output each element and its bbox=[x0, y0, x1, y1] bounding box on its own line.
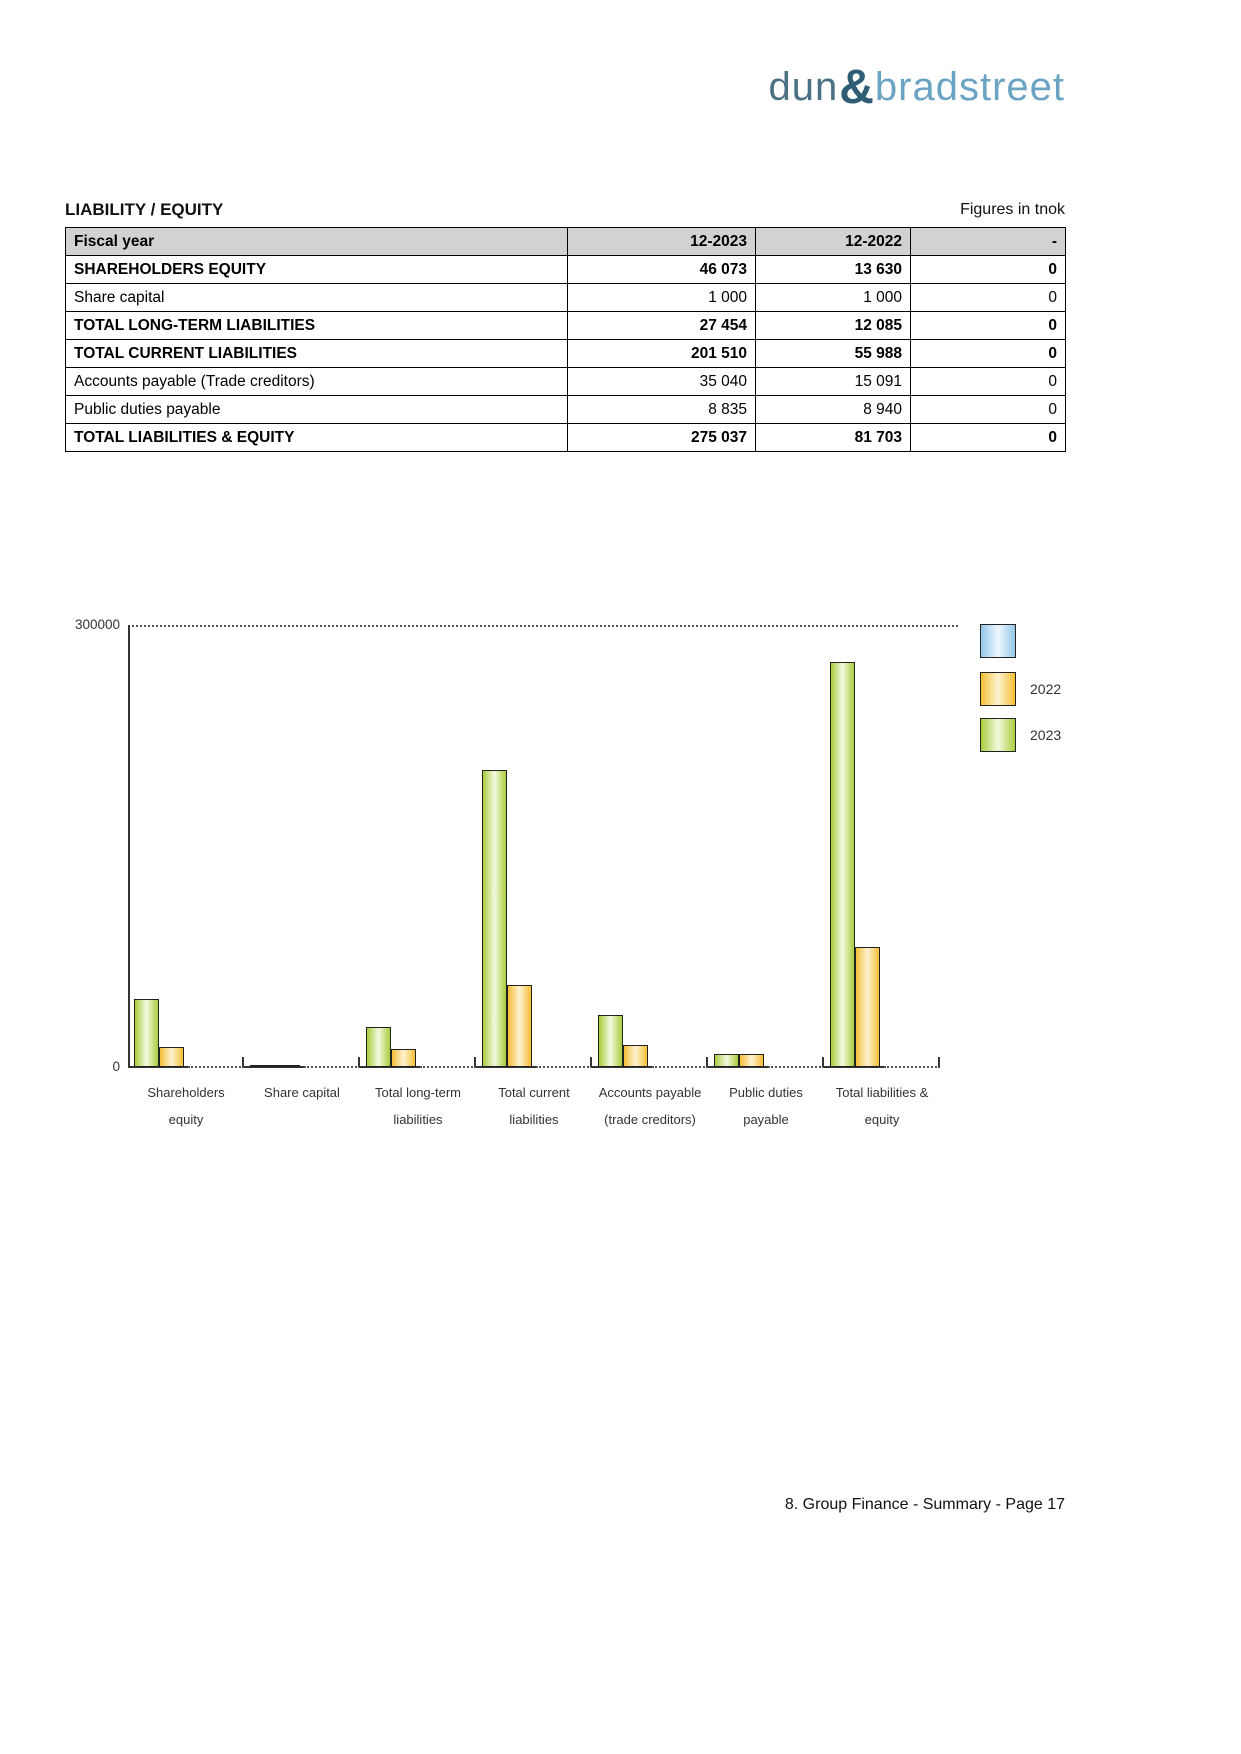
value-extra: 0 bbox=[911, 424, 1066, 452]
legend-item-2023 bbox=[980, 718, 1061, 752]
x-axis-category-label: Shareholders equity bbox=[147, 1085, 225, 1127]
value-2023: 27 454 bbox=[568, 312, 756, 340]
x-axis-category-label: Public duties payable bbox=[729, 1085, 803, 1127]
value-2022: 13 630 bbox=[756, 256, 911, 284]
value-2023: 275 037 bbox=[568, 424, 756, 452]
logo-text-dun: dun bbox=[768, 65, 839, 109]
liability-equity-bar-chart bbox=[65, 617, 1165, 1177]
x-axis-baseline-dotted bbox=[420, 1066, 476, 1068]
value-2022: 12 085 bbox=[756, 312, 911, 340]
table-row-total-current-liabilities bbox=[66, 340, 1066, 368]
x-axis-category-label: Accounts payable (trade creditors) bbox=[598, 1085, 702, 1127]
legend-label: 2022 bbox=[1030, 681, 1062, 697]
table-header-row bbox=[66, 228, 1066, 256]
row-label: Share capital bbox=[66, 284, 568, 312]
value-extra: 0 bbox=[911, 340, 1066, 368]
bar-2022 bbox=[739, 1054, 764, 1067]
table-row-share-capital bbox=[66, 284, 1066, 312]
column-header-dash: - bbox=[911, 228, 1066, 256]
table-row-total-liabilities-and-equity bbox=[66, 424, 1066, 452]
chart-plot bbox=[128, 625, 940, 1127]
bar-2022 bbox=[275, 1065, 300, 1067]
column-header-fiscal-year: Fiscal year bbox=[66, 228, 568, 256]
bar-2023 bbox=[830, 662, 855, 1067]
figures-unit-note: Figures in tnok bbox=[960, 201, 1065, 218]
bar-2023 bbox=[598, 1015, 623, 1067]
row-label: Public duties payable bbox=[66, 396, 568, 424]
value-2022: 1 000 bbox=[756, 284, 911, 312]
legend-label: 2023 bbox=[1030, 727, 1062, 743]
logo-text-bradstreet: bradstreet bbox=[874, 65, 1065, 109]
x-axis-baseline-dotted bbox=[536, 1066, 592, 1068]
bar-2022 bbox=[507, 985, 532, 1067]
row-label: SHAREHOLDERS EQUITY bbox=[66, 256, 568, 284]
value-2023: 1 000 bbox=[568, 284, 756, 312]
table-row-shareholders-equity bbox=[66, 256, 1066, 284]
value-2022: 55 988 bbox=[756, 340, 911, 368]
bar-2023 bbox=[714, 1054, 739, 1067]
table-row-public-duties-payable bbox=[66, 396, 1066, 424]
x-axis-baseline-dotted bbox=[188, 1066, 244, 1068]
x-axis-baseline-dotted bbox=[652, 1066, 708, 1068]
x-axis-baseline-dotted bbox=[768, 1066, 824, 1068]
chart-category-slot bbox=[476, 625, 592, 1127]
section-title: LIABILITY / EQUITY bbox=[65, 200, 224, 219]
bar-2023 bbox=[134, 999, 159, 1067]
value-2023: 46 073 bbox=[568, 256, 756, 284]
chart-category-slot bbox=[244, 625, 360, 1100]
x-axis-category-label: Total liabilities & equity bbox=[835, 1085, 929, 1127]
bar-2023 bbox=[250, 1065, 275, 1067]
x-axis-category-label: Share capital bbox=[264, 1085, 340, 1100]
bar-2022 bbox=[623, 1045, 648, 1067]
x-axis-category-label: Total long-term liabilities bbox=[375, 1085, 461, 1127]
column-header-12-2023: 12-2023 bbox=[568, 228, 756, 256]
bar-2023 bbox=[482, 770, 507, 1067]
x-axis-tick bbox=[938, 1057, 940, 1067]
row-label: TOTAL CURRENT LIABILITIES bbox=[66, 340, 568, 368]
value-extra: 0 bbox=[911, 312, 1066, 340]
value-2023: 35 040 bbox=[568, 368, 756, 396]
chart-category-slot bbox=[824, 625, 940, 1127]
legend-item-blank bbox=[980, 624, 1030, 658]
y-axis-max-label: 300000 bbox=[74, 617, 120, 632]
chart-category-slot bbox=[360, 625, 476, 1127]
logo-ampersand-icon: & bbox=[839, 61, 874, 114]
legend-item-2022 bbox=[980, 672, 1061, 706]
column-header-12-2022: 12-2022 bbox=[756, 228, 911, 256]
chart-category-slot bbox=[128, 625, 244, 1127]
chart-category-slot bbox=[708, 625, 824, 1127]
value-2023: 201 510 bbox=[568, 340, 756, 368]
dun-and-bradstreet-logo bbox=[768, 61, 1065, 114]
legend-swatch-blue-icon bbox=[980, 624, 1016, 658]
x-axis-category-label: Total current liabilities bbox=[498, 1085, 570, 1127]
value-extra: 0 bbox=[911, 256, 1066, 284]
page-footer: 8. Group Finance - Summary - Page 17 bbox=[784, 1496, 1065, 1513]
chart-category-slot bbox=[592, 625, 708, 1127]
value-extra: 0 bbox=[911, 396, 1066, 424]
table-row-accounts-payable bbox=[66, 368, 1066, 396]
value-extra: 0 bbox=[911, 284, 1066, 312]
row-label: TOTAL LIABILITIES & EQUITY bbox=[66, 424, 568, 452]
bar-2023 bbox=[366, 1027, 391, 1067]
bar-2022 bbox=[159, 1047, 184, 1067]
y-axis-zero-label: 0 bbox=[112, 1059, 120, 1074]
bar-2022 bbox=[855, 947, 880, 1067]
liability-equity-table bbox=[65, 227, 1066, 452]
legend-swatch-orange-icon bbox=[980, 672, 1016, 706]
x-axis-baseline-dotted bbox=[304, 1066, 360, 1068]
value-2023: 8 835 bbox=[568, 396, 756, 424]
value-2022: 8 940 bbox=[756, 396, 911, 424]
x-axis-baseline-dotted bbox=[884, 1066, 940, 1068]
value-2022: 15 091 bbox=[756, 368, 911, 396]
value-extra: 0 bbox=[911, 368, 1066, 396]
bar-2022 bbox=[391, 1049, 416, 1067]
legend-swatch-green-icon bbox=[980, 718, 1016, 752]
row-label: TOTAL LONG-TERM LIABILITIES bbox=[66, 312, 568, 340]
value-2022: 81 703 bbox=[756, 424, 911, 452]
row-label: Accounts payable (Trade creditors) bbox=[66, 368, 568, 396]
table-row-total-long-term-liabilities bbox=[66, 312, 1066, 340]
